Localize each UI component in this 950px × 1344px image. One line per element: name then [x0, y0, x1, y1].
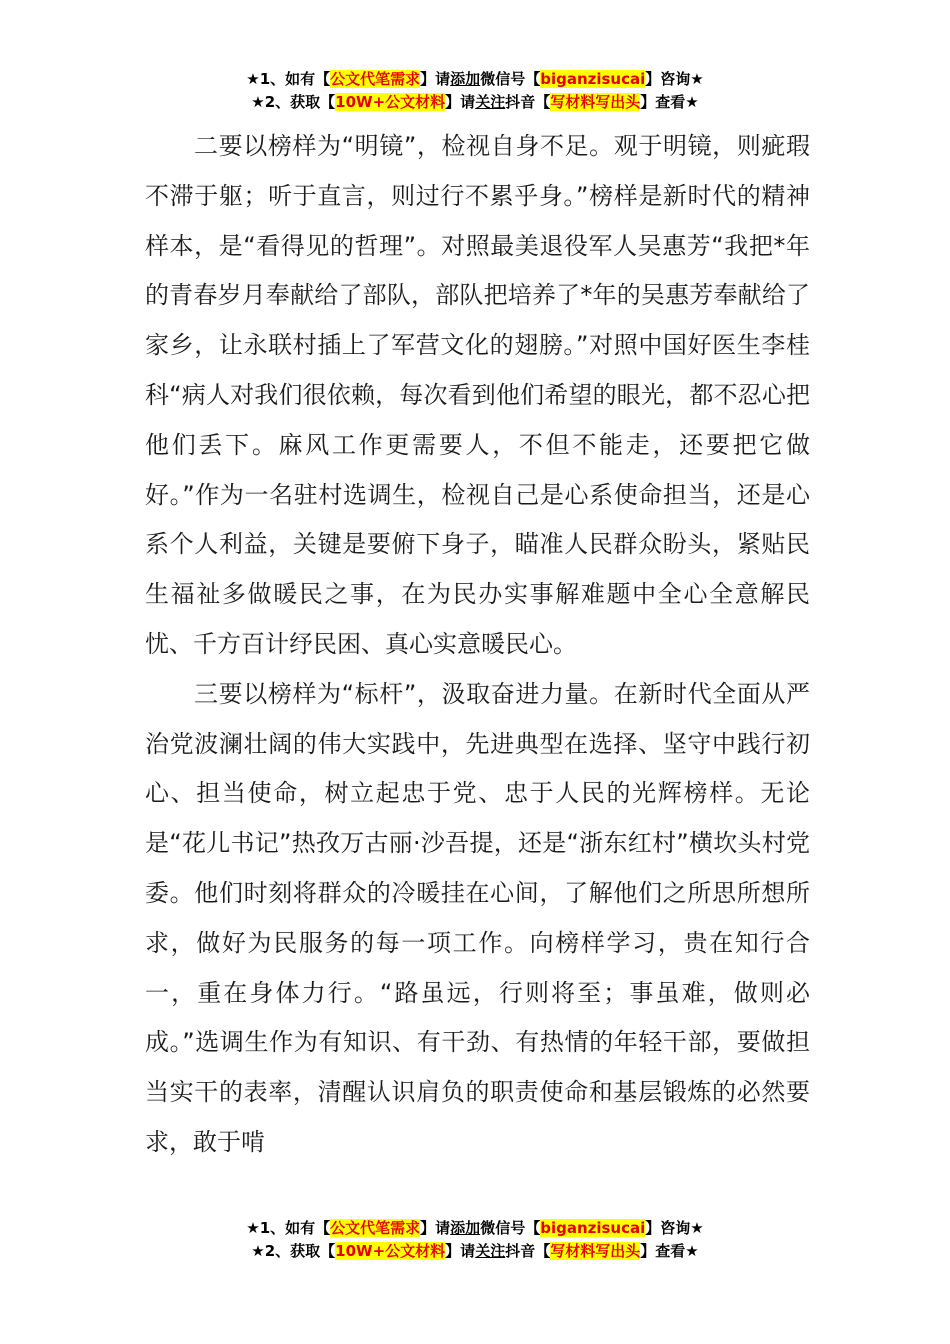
- highlight-douyin-account: 写材料写出头: [550, 1242, 641, 1260]
- banner-text: 微信号【: [480, 70, 541, 88]
- banner-text: 】查看: [640, 93, 686, 111]
- star-icon: ★: [251, 1242, 265, 1260]
- highlight-wechat-id: biganzisucai: [540, 70, 646, 88]
- banner-text: 】咨询: [645, 70, 691, 88]
- highlight-service: 公文代笔需求: [330, 1219, 421, 1237]
- banner-line-2: [0, 91, 950, 114]
- footer-banner: [0, 1217, 950, 1263]
- banner-text: 1、如有【: [259, 70, 331, 88]
- banner-text: 1、如有【: [259, 1219, 331, 1237]
- banner-text: 抖音【: [505, 93, 551, 111]
- banner-text: 2、获取【: [264, 93, 336, 111]
- highlight-materials: 10W+公文材料: [335, 93, 446, 111]
- banner-text: 】查看: [640, 1242, 686, 1260]
- star-icon: ★: [246, 70, 260, 88]
- paragraph-benchmark: 三要以榜样为“标杆”，汲取奋进力量。在新时代全面从严治党波澜壮阔的伟大实践中，先进典型在选择、坚守中践行初心、担当使命，树立起忠于党、忠于人民的光辉榜样。无论是“花儿书记”热孜万古丽·沙吾提，还是“浙东红村”横坎头村党委。他们时刻将群众的冷暖挂在心间，了解他们之所思所想所求，做好为民服务的每一项工作。向榜样学习，贵在知行合一，重在身体力行。“路虽远，行则将至；事虽难，做则必成。”选调生作为有知识、有干劲、有热情的年轻干部，要做担当实干的表率，清醒认识肩负的职责使命和基层锻炼的必然要求，敢于啃: [145, 679, 810, 1156]
- banner-text: 】咨询: [645, 1219, 691, 1237]
- highlight-wechat-id: biganzisucai: [540, 1219, 646, 1237]
- star-icon: ★: [690, 70, 704, 88]
- highlight-douyin-account: 写材料写出头: [550, 93, 641, 111]
- banner-text: 】请: [445, 1242, 476, 1260]
- banner-underlined-text: 关注: [475, 93, 506, 111]
- banner-line-1: [0, 1217, 950, 1240]
- banner-line-2: [0, 1240, 950, 1263]
- star-icon: ★: [690, 1219, 704, 1237]
- banner-text: 抖音【: [505, 1242, 551, 1260]
- banner-underlined-text: 关注: [475, 1242, 506, 1260]
- banner-underlined-text: 添加: [450, 70, 481, 88]
- banner-line-1: [0, 68, 950, 91]
- highlight-materials: 10W+公文材料: [335, 1242, 446, 1260]
- document-body: [145, 122, 810, 1168]
- banner-text: 微信号【: [480, 1219, 541, 1237]
- star-icon: ★: [246, 1219, 260, 1237]
- header-banner: [0, 68, 950, 114]
- banner-text: 】请: [420, 1219, 451, 1237]
- highlight-service: 公文代笔需求: [330, 70, 421, 88]
- banner-text: 】请: [445, 93, 476, 111]
- star-icon: ★: [685, 93, 699, 111]
- banner-underlined-text: 添加: [450, 1219, 481, 1237]
- banner-text: 2、获取【: [264, 1242, 336, 1260]
- paragraph-mirror: 二要以榜样为“明镜”，检视自身不足。观于明镜，则疵瑕不滞于躯；听于直言，则过行不累乎身。”榜样是新时代的精神样本，是“看得见的哲理”。对照最美退役军人吴惠芳“我把*年的青春岁月奉献给了部队，部队把培养了*年的吴惠芳奉献给了家乡，让永联村插上了军营文化的翅膀。”对照中国好医生李桂科“病人对我们很依赖，每次看到他们希望的眼光，都不忍心把他们丢下。麻风工作更需要人，不但不能走，还要把它做好。”作为一名驻村选调生，检视自己是心系使命担当，还是心系个人利益，关键是要俯下身子，瞄准人民群众盼头，紧贴民生福祉多做暖民之事，在为民办实事解难题中全心全意解民忧、千方百计纾民困、真心实意暖民心。: [145, 132, 810, 658]
- star-icon: ★: [251, 93, 265, 111]
- banner-text: 】请: [420, 70, 451, 88]
- star-icon: ★: [685, 1242, 699, 1260]
